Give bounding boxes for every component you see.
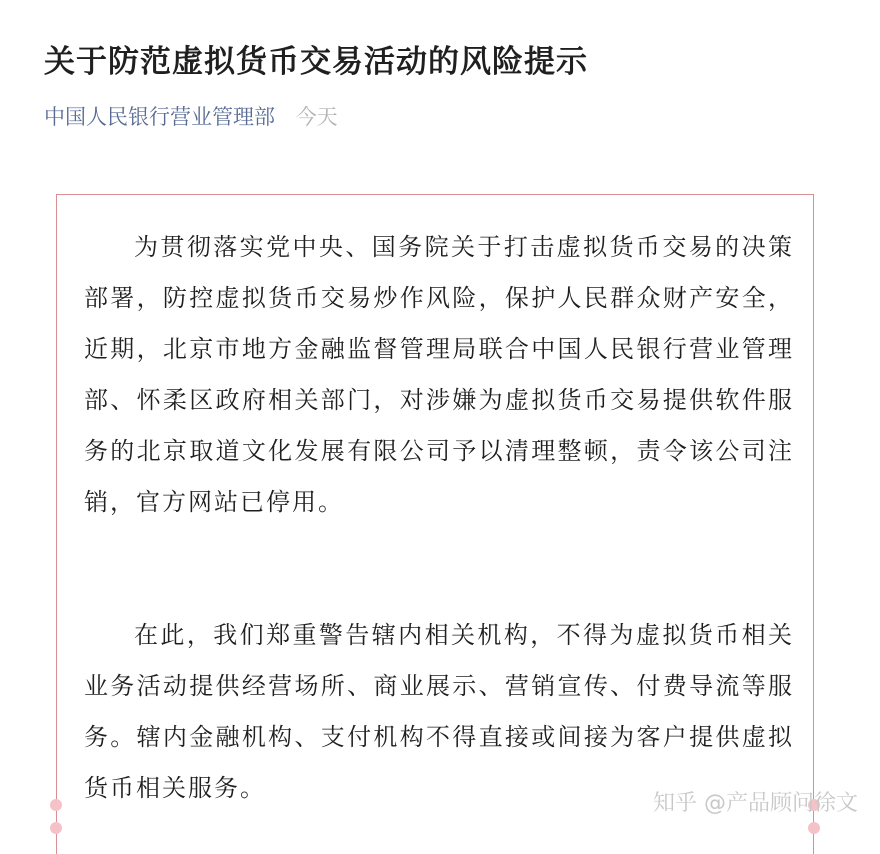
paragraph-2: 在此，我们郑重警告辖内相关机构，不得为虚拟货币相关业务活动提供经营场所、商业展示、营销宣传、付费导流等服务。辖内金融机构、支付机构不得直接或间接为客户提供虚拟货币相关服务。 [84, 621, 794, 802]
paragraph-1: 为贯彻落实党中央、国务院关于打击虚拟货币交易的决策部署，防控虚拟货币交易炒作风险，保护人民群众财产安全，近期，北京市地方金融监督管理局联合中国人民银行营业管理部、怀柔区政府相关部门，对涉嫌为虚拟货币交易提供软件服务的北京取道文化发展有限公司予以清理整顿，责令该公司注销，官方网站已停用。 [84, 233, 794, 516]
account-name-link[interactable]: 中国人民银行营业管理部 [44, 105, 275, 129]
decorative-dot [50, 799, 62, 811]
decorative-dot [808, 822, 820, 834]
decorative-dot [50, 822, 62, 834]
article-title: 关于防范虚拟货币交易活动的风险提示 [44, 44, 588, 80]
watermark-text: 知乎 @产品顾问徐文 [653, 791, 858, 816]
article-meta [44, 101, 338, 131]
publish-date: 今天 [295, 105, 338, 129]
